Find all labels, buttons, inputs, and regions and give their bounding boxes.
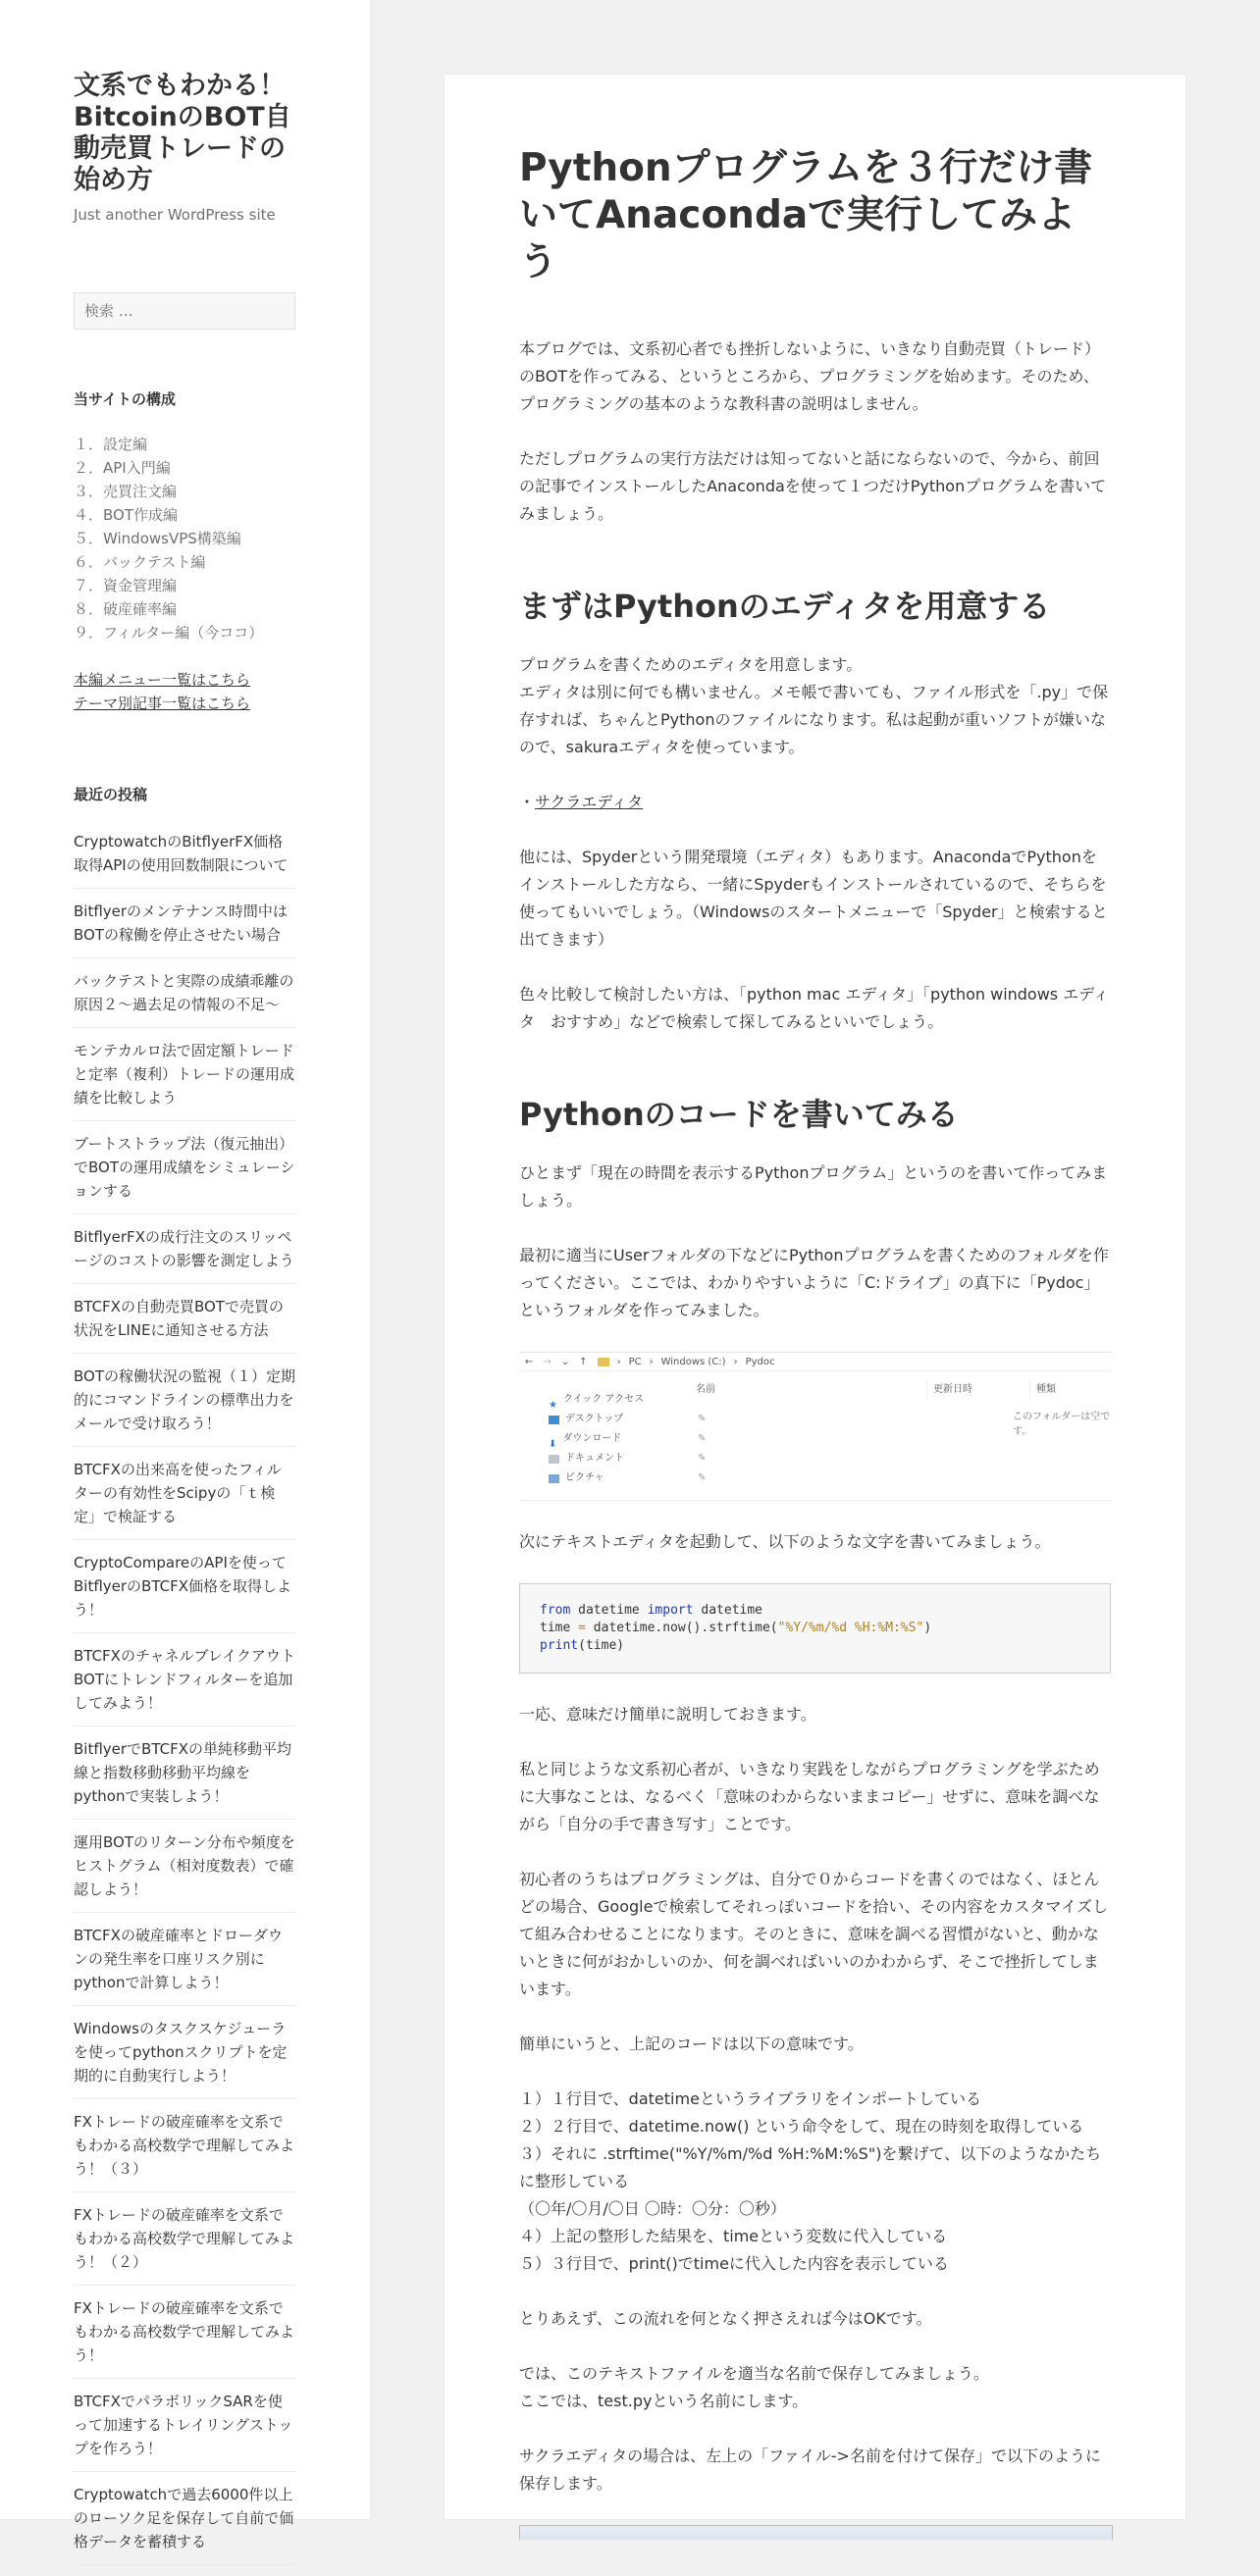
article-content [519,145,1111,2540]
nav-item: デスクトップ [565,1414,624,1424]
explorer-address-bar [519,1353,1111,1371]
recent-posts-widget [74,784,295,2565]
recent-posts-list [74,830,295,2565]
explorer-screenshot [519,1352,1111,1501]
pin-icon: ✎ [698,1414,707,1424]
paragraph: 最初に適当にUserフォルダの下などにPythonプログラムを書くためのフォルダを作ってください。ここでは、わかりやすいように「C:ドライブ」の真下に「Pydoc」というフォルダを作ってみました。 [519,1246,1109,1319]
paragraph-line: ５）３行目で、print()でtimeに代入した内容を表示している [519,2254,949,2273]
explorer-nav-pane [549,1390,707,1488]
article-title: Pythonプログラムを３行だけ書いてAnacondaで実行してみよう [519,146,1093,284]
paragraph: 私と同じような文系初心者が、いきなり実践をしながらプログラミングを学ぶために大事なことは、なるべく「意味のわからないままコピー」せずに、意味を調べながら「自分の手で書き写す」ことです。 [519,1760,1100,1833]
up-arrow-icon: ↑ [579,1356,588,1367]
structure-widget-title: 当サイトの構成 [74,390,176,408]
paragraph [519,2360,1111,2415]
paragraph: 色々比較して検討したい方は、「python mac エディタ」「python windows エディタ おすすめ」などで検索して探してみるといいでしょう。 [519,985,1109,1031]
chevron-down-icon: ⌄ [560,1356,570,1367]
code-line: print(time) [540,1638,625,1653]
structure-widget [74,388,295,715]
list-item: ９．フィルター編（今ココ） [74,624,264,642]
folder-icon [598,1358,609,1366]
pin-icon: ✎ [698,1472,707,1483]
list-item: ６．バックテスト編 [74,553,206,571]
recent-post-link[interactable]: 運用BOTのリターン分布や頻度をヒストグラム（相対度数表）で確認しよう！ [74,1830,295,1913]
sidebar [0,0,370,2550]
list-item: ３．売買注文編 [74,483,178,500]
recent-post-link[interactable]: BTCFXの自動売買BOTで売買の状況をLINEに通知させる方法 [74,1295,295,1354]
list-item: ８．破産確率編 [74,600,178,618]
main-menu-link[interactable]: 本編メニュー一覧はこちら [74,671,251,689]
nav-item: ドキュメント [565,1453,624,1464]
recent-post-link[interactable]: バックテストと実際の成績乖離の原因２～過去足の情報の不足～ [74,969,295,1028]
bullet: ・ [519,793,536,811]
paragraph: ひとまず「現在の時間を表示するPythonプログラム」というのを書いて作ってみましょう。 [519,1163,1108,1210]
breadcrumb-item: PC [628,1356,642,1367]
breadcrumb: › PC › Windows (C:) › Pydoc [598,1357,775,1367]
forward-arrow-icon: → [543,1356,551,1367]
paragraph-line: （〇年/〇月/〇日 〇時：〇分：〇秒） [519,2199,786,2218]
star-icon: ★ [549,1399,557,1411]
pin-icon: ✎ [698,1453,707,1464]
paragraph [519,651,1111,761]
list-item: ７．資金管理編 [74,577,178,594]
recent-post-link[interactable]: Cryptowatchで過去6000件以上のローソク足を保存して自前で価格データを蓄積する [74,2483,295,2565]
document-icon [549,1455,559,1464]
explorer-column-headers [696,1380,1111,1398]
paragraph-line: ３）それに .strftime("%Y/%m/%d %H:%M:%S")を繋げて、以下のようなかたちに整形している [519,2144,1102,2190]
recent-post-link[interactable]: BitflyerFXの成行注文のスリッページのコストの影響を測定しよう [74,1225,295,1284]
paragraph: ただしプログラムの実行方法だけは知ってないと話にならないので、今から、前回の記事でインストールしたAnacondaを使って１つだけPythonプログラムを書いてみましょう。 [519,449,1107,523]
download-icon: ⬇ [549,1438,557,1450]
column-header: 種類 [1036,1384,1056,1395]
theme-articles-link[interactable]: テーマ別記事一覧はこちら [74,695,251,712]
paragraph-line: ４）上記の整形した結果を、timeという変数に代入している [519,2227,948,2245]
code-line: from datetime import datetime [540,1603,763,1618]
paragraph: 一応、意味だけ簡単に説明しておきます。 [519,1705,816,1724]
list-item: １．設定編 [74,436,148,453]
site-description: Just another WordPress site [74,206,276,224]
paragraph: 簡単にいうと、上記のコードは以下の意味です。 [519,2035,864,2053]
section-heading: Pythonのコードを書いてみる [519,1096,959,1133]
paragraph-line: ここでは、test.pyという名前にします。 [519,2392,809,2410]
recent-post-link[interactable]: CryptowatchのBitflyerFX価格取得APIの使用回数制限について [74,830,295,889]
recent-post-link[interactable]: BTCFXのチャネルブレイクアウトBOTにトレンドフィルターを追加してみよう！ [74,1644,295,1726]
column-header: 更新日時 [927,1380,1030,1398]
paragraph-line: エディタは別に何でも構いません。メモ帳で書いても、ファイル形式を「.py」で保存すれば、ちゃんとPythonのファイルになります。私は起動が重いソフトが嫌いなので、sakuraエディタを使っています。 [519,683,1109,756]
code-block [519,1583,1111,1674]
recent-post-link[interactable]: BitflyerでBTCFXの単純移動平均線と指数移動移動平均線をpythonで実装しよう！ [74,1737,295,1820]
code-line: time = datetime.now().strftime("%Y/%m/%d %H:%M:%S") [540,1621,932,1635]
column-header: 名前 [696,1380,927,1398]
paragraph-line: １）１行目で、datetimeというライブラリをインポートしている [519,2089,981,2108]
paragraph: 次にテキストエディタを起動して、以下のような文字を書いてみましょう。 [519,1532,1051,1551]
recent-posts-title: 最近の投稿 [74,786,148,803]
pin-icon: ✎ [698,1433,707,1444]
back-arrow-icon: ← [525,1356,534,1367]
paragraph: 初心者のうちはプログラミングは、自分で０からコードを書くのではなく、ほとんどの場合、Googleで検索してそれっぽいコードを拾い、その内容をカスタマイズして組み合わせることになります。そのときに、意味を調べる習慣がないと、動かないときに何がおかしいのか、何を調べればいいのかわからず、そこで挫折してしまいます。 [519,1870,1108,1998]
recent-post-link[interactable]: BOTの稼働状況の監視（１）定期的にコマンドラインの標準出力をメールで受け取ろう！ [74,1365,295,1447]
picture-icon [549,1474,559,1483]
search-input[interactable] [74,292,295,330]
paragraph: サクラエディタの場合は、左上の「ファイル->名前を付けて保存」で以下のように保存します。 [519,2447,1101,2493]
recent-post-link[interactable]: BTCFXの出来高を使ったフィルターの有効性をScipyの「ｔ検定」で検証する [74,1458,295,1540]
recent-post-link[interactable]: Bitflyerのメンテナンス時間中はBOTの稼働を停止させたい場合 [74,900,295,958]
list-item: ４．BOT作成編 [74,506,178,524]
list-item: ５．WindowsVPS構築編 [74,530,241,547]
sidebar-inner [74,71,295,2576]
recent-post-link[interactable]: CryptoCompareのAPIを使ってBitflyerのBTCFX価格を取得しよう！ [74,1551,295,1633]
section-heading: まずはPythonのエディタを用意する [519,588,1051,625]
recent-post-link[interactable]: FXトレードの破産確率を文系でもわかる高校数学で理解してみよう！（３） [74,2110,295,2192]
paragraph: とりあえず、この流れを何となく押さえれば今はOKです。 [519,2309,932,2328]
desktop-icon [549,1416,559,1424]
paragraph-line: プログラムを書くためのエディタを用意します。 [519,655,863,674]
paragraph-line: ２）２行目で、datetime.now() という命令をして、現在の時刻を取得している [519,2117,1084,2136]
save-dialog-screenshot [519,2525,1113,2540]
recent-post-link[interactable]: FXトレードの破産確率を文系でもわかる高校数学で理解してみよう！ [74,2296,295,2379]
recent-post-link[interactable]: Windowsのタスクスケジューラを使ってpythonスクリプトを定期的に自動実行しよう！ [74,2017,295,2099]
list-item: ２．API入門編 [74,459,171,477]
nav-item: ダウンロード [562,1433,622,1444]
paragraph-line: では、このテキストファイルを適当な名前で保存してみましょう。 [519,2364,989,2383]
paragraph: 本ブログでは、文系初心者でも挫折しないように、いきなり自動売買（トレード）のBOTを作ってみる、というところから、プログラミングを始めます。そのため、プログラミングの基本のような教科書の説明はしません。 [519,339,1101,413]
structure-list [74,433,295,644]
recent-post-link[interactable]: BTCFXの破産確率とドローダウンの発生率を口座リスク別にpythonで計算しよう！ [74,1924,295,2006]
recent-post-link[interactable]: BTCFXでパラボリックSARを使って加速するトレイリングストップを作ろう！ [74,2390,295,2472]
sakura-editor-link[interactable]: サクラエディタ [535,793,644,811]
article-card [445,75,1185,2519]
breadcrumb-item: Windows (C:) [660,1356,726,1367]
recent-post-link[interactable]: モンテカルロ法で固定額トレードと定率（複利）トレードの運用成績を比較しよう [74,1039,295,1121]
paragraph [519,2086,1111,2278]
recent-post-link[interactable]: ブートストラップ法（復元抽出）でBOTの運用成績をシミュレーションする [74,1132,295,1214]
recent-post-link[interactable]: FXトレードの破産確率を文系でもわかる高校数学で理解してみよう！（２） [74,2203,295,2286]
site-title[interactable]: 文系でもわかる！BitcoinのBOT自動売買トレードの始め方 [74,71,291,195]
structure-links [74,668,295,715]
empty-folder-message: このフォルダーは空です。 [1013,1412,1111,1437]
paragraph [519,789,1111,816]
breadcrumb-item: Pydoc [745,1356,775,1367]
paragraph: 他には、Spyderという開発環境（エディタ）もあります。AnacondaでPythonをインストールした方なら、一緒にSpyderもインストールされているので、そちらを使ってもいいでしょう。（Windowsのスタートメニューで「Spyder」と検索すると出てきます） [519,848,1108,949]
nav-item: クイック アクセス [562,1394,645,1405]
nav-item: ピクチャ [565,1472,604,1483]
